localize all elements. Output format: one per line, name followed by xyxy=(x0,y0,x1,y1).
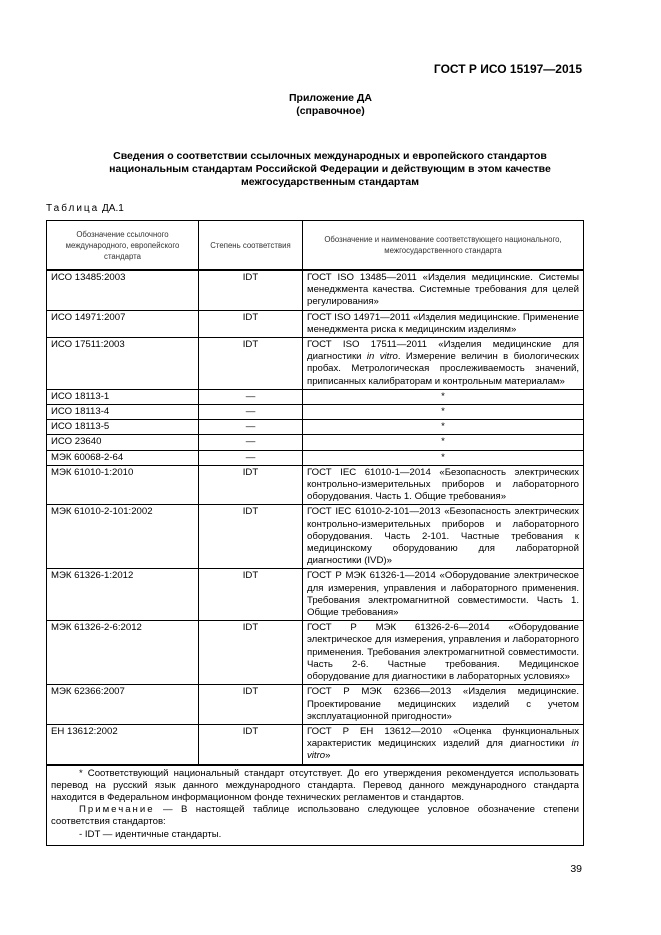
cell-reference: ИСО 23640 xyxy=(47,435,199,450)
cell-degree: IDT xyxy=(199,685,303,725)
cell-national-standard: ГОСТ ISO 14971—2011 «Изделия медицинские. Применение менеджмента риска к медицинским изделиям» xyxy=(303,310,584,337)
table-row xyxy=(47,310,584,337)
table-footnote xyxy=(47,765,584,846)
table-label-number: ДА.1 xyxy=(102,203,124,214)
cell-degree: — xyxy=(199,435,303,450)
correspondence-table xyxy=(46,220,584,846)
cell-national-standard: ГОСТ Р МЭК 61326-1—2014 «Оборудование электрическое для измерения, управления и лабораторного применения. Требования электромагнитной совместимости. Часть 1. Общие требования» xyxy=(303,569,584,621)
appendix-title: Приложение ДА xyxy=(289,92,372,104)
table-row xyxy=(47,405,584,420)
cell-degree: — xyxy=(199,420,303,435)
table-row xyxy=(47,505,584,569)
cell-national-standard xyxy=(303,724,584,764)
cell-degree: — xyxy=(199,450,303,465)
cell-reference: ИСО 14971:2007 xyxy=(47,310,199,337)
cell-national-standard: * xyxy=(303,405,584,420)
cell-degree: IDT xyxy=(199,310,303,337)
footnote-text: * Соответствующий национальный стандарт отсутствует. До его утверждения рекомендуется использовать перевод на русский язык данного международного стандарта. Перевод данного международного стандарта находится в Федеральном информационном фонде технических регламентов и стандартов. xyxy=(51,767,579,803)
table-row xyxy=(47,389,584,404)
cell-reference: МЭК 61010-1:2010 xyxy=(47,465,199,505)
cell-degree: IDT xyxy=(199,569,303,621)
cell-reference: МЭК 61326-2-6:2012 xyxy=(47,621,199,685)
document-code: ГОСТ Р ИСО 15197—2015 xyxy=(433,62,582,76)
cell-reference: ИСО 17511:2003 xyxy=(47,338,199,390)
table-row xyxy=(47,724,584,764)
cell-reference: МЭК 62366:2007 xyxy=(47,685,199,725)
cell-national-standard: ГОСТ ISO 13485—2011 «Изделия медицинские. Системы менеджмента качества. Системные требования для целей регулирования» xyxy=(303,270,584,310)
cell-reference: ЕН 13612:2002 xyxy=(47,724,199,764)
cell-national-standard: ГОСТ Р МЭК 62366—2013 «Изделия медицинские. Проектирование медицинских изделий с учетом эксплуатационной пригодности» xyxy=(303,685,584,725)
cell-reference: ИСО 18113-1 xyxy=(47,389,199,404)
cell-reference: МЭК 60068-2-64 xyxy=(47,450,199,465)
cell-national-standard: * xyxy=(303,420,584,435)
cell-national-standard: * xyxy=(303,389,584,404)
cell-reference: МЭК 61326-1:2012 xyxy=(47,569,199,621)
cell-national-standard: ГОСТ IEC 61010-2-101—2013 «Безопасность электрических контрольно-измерительных приборов и лабораторного оборудования. Часть 2-101. Частные требования к медицинскому оборудованию для лабораторной диагностики (IVD)» xyxy=(303,505,584,569)
cell-text: » xyxy=(325,750,331,762)
cell-degree: — xyxy=(199,405,303,420)
table-row xyxy=(47,338,584,390)
cell-text-italic: in vitro xyxy=(366,351,398,363)
cell-national-standard: ГОСТ Р МЭК 61326-2-6—2014 «Оборудование электрическое для измерения, управления и лабораторного применения. Требования электромагнитной совместимости. Часть 2-6. Частные требования. Медицинское оборудование для диагностики в лабораторных условиях» xyxy=(303,621,584,685)
note-item: - IDT — идентичные стандарты. xyxy=(79,828,222,840)
table-row xyxy=(47,420,584,435)
header-national-standard: Обозначение и наименование соответствующего национального, межгосударственного стандарта xyxy=(303,221,584,271)
cell-degree: IDT xyxy=(199,724,303,764)
table-row xyxy=(47,270,584,310)
note-paragraph xyxy=(51,804,579,828)
cell-degree: IDT xyxy=(199,270,303,310)
cell-reference: МЭК 61010-2-101:2002 xyxy=(47,505,199,569)
cell-national-standard: * xyxy=(303,450,584,465)
cell-text: ГОСТ Р ЕН 13612—2010 «Оценка функциональных характеристик медицинских изделий для диагностики xyxy=(307,725,579,750)
table-row xyxy=(47,450,584,465)
cell-degree: — xyxy=(199,389,303,404)
cell-degree: IDT xyxy=(199,338,303,390)
page-number: 39 xyxy=(570,863,582,875)
cell-national-standard: * xyxy=(303,435,584,450)
cell-degree: IDT xyxy=(199,465,303,505)
table-header-row xyxy=(47,221,584,271)
note-text: — В настоящей таблице использовано следующее условное обозначение степени соответствия стандартов: xyxy=(51,804,579,828)
table-label xyxy=(46,203,124,214)
cell-national-standard: ГОСТ IEC 61010-1—2014 «Безопасность электрических контрольно-измерительных приборов и лабораторного оборудования. Часть 1. Общие требования» xyxy=(303,465,584,505)
cell-text-italic: in vitro xyxy=(307,738,579,762)
cell-text: . Измерение величин в биологических пробах. Метрологическая прослеживаемость значений, приписанных калибраторам и контрольным материалам» xyxy=(307,351,579,387)
header-reference-standard: Обозначение ссылочного международного, европейского стандарта xyxy=(47,221,199,271)
cell-reference: ИСО 13485:2003 xyxy=(47,270,199,310)
appendix-heading xyxy=(0,92,661,118)
table-row xyxy=(47,435,584,450)
table-row xyxy=(47,569,584,621)
cell-text: ГОСТ ISO 17511—2011 «Изделия медицинские для диагностики xyxy=(307,339,579,363)
cell-degree: IDT xyxy=(199,621,303,685)
note-label: Примечание xyxy=(79,804,155,816)
cell-national-standard xyxy=(303,338,584,390)
table-row xyxy=(47,621,584,685)
table-row xyxy=(47,465,584,505)
appendix-subtitle: (справочное) xyxy=(296,105,365,117)
table-footnote-row xyxy=(47,765,584,846)
cell-degree: IDT xyxy=(199,505,303,569)
header-degree: Степень соответствия xyxy=(199,221,303,271)
table-row xyxy=(47,685,584,725)
page-title: Сведения о соответствии ссылочных международных и европейского стандартов национальным стандартам Российской Федерации и действующим в этом качестве межгосударственным стандартам xyxy=(109,150,551,188)
cell-reference: ИСО 18113-4 xyxy=(47,405,199,420)
cell-reference: ИСО 18113-5 xyxy=(47,420,199,435)
table-label-word: Таблица xyxy=(46,203,100,214)
